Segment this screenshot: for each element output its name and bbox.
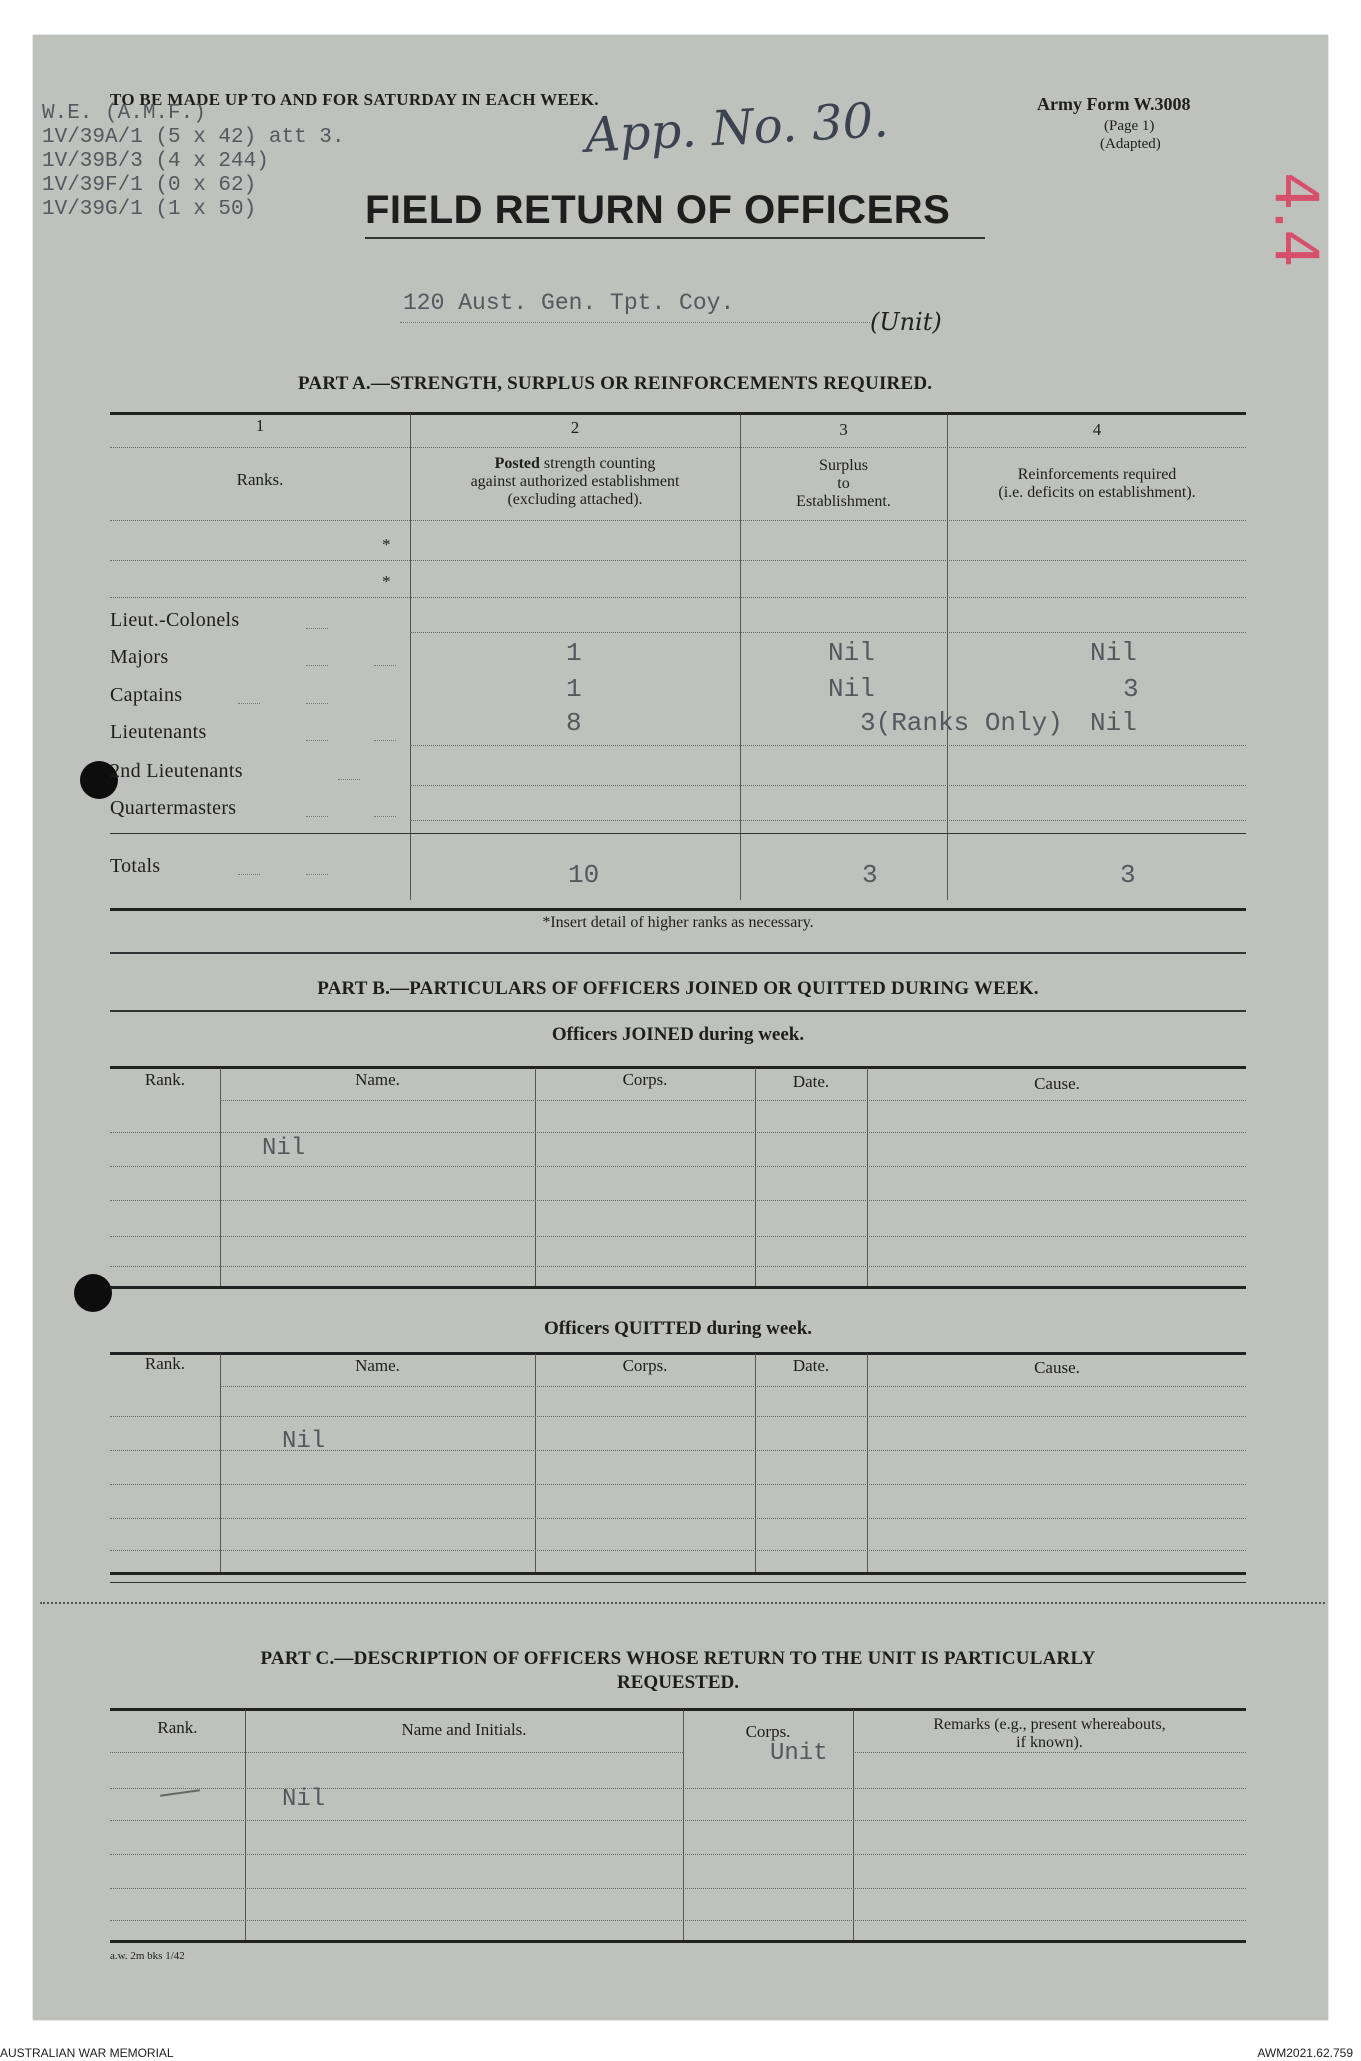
part-b-title: PART B.—PARTICULARS OF OFFICERS JOINED OR QUITTED DURING WEEK. <box>317 978 1039 999</box>
surplus-line-1: Surplus <box>819 457 868 474</box>
part-a-bottom-rule <box>110 908 1246 911</box>
asterisk-1: * <box>382 535 391 554</box>
part-c-col-corps: Corps. <box>745 1722 791 1741</box>
rank-leader <box>306 703 328 704</box>
posted-line-3: (excluding attached). <box>507 491 643 508</box>
col-number-4: 4 <box>1092 420 1102 439</box>
quitted-col-date: Date. <box>792 1356 830 1375</box>
posted-line-2: against authorized establishment <box>470 473 680 490</box>
rank-lieutenants: Lieutenants <box>110 721 207 743</box>
part-c-title-2: REQUESTED. <box>617 1672 739 1693</box>
establishment-refs <box>42 102 344 222</box>
form-title: FIELD RETURN OF OFFICERS <box>365 188 951 232</box>
col-divider <box>683 1710 684 1940</box>
row-rule <box>110 1788 1246 1789</box>
rank-leader <box>306 816 328 817</box>
row-rule <box>110 560 1246 561</box>
unit-value: 120 Aust. Gen. Tpt. Coy. <box>403 290 735 316</box>
margin-note-red: 4.4 <box>1260 172 1331 268</box>
surplus-line-2: to <box>837 475 850 492</box>
totals-leader <box>238 874 260 875</box>
totals-top-rule <box>110 833 1246 834</box>
rank-majors: Majors <box>110 646 169 668</box>
quitted-col-name: Name. <box>355 1356 400 1375</box>
posted-rest: strength counting <box>539 455 656 472</box>
joined-col-corps: Corps. <box>622 1070 668 1089</box>
row-rule <box>410 745 1246 746</box>
printer-mark: a.w. 2m bks 1/42 <box>110 1950 185 1962</box>
form-page: (Page 1) <box>1104 118 1155 134</box>
row-rule <box>110 1132 1246 1133</box>
quitted-entry: Nil <box>282 1428 326 1455</box>
captains-surplus: Nil <box>828 674 875 704</box>
quitted-title: Officers QUITTED during week. <box>543 1318 813 1339</box>
part-c-top-rule <box>110 1708 1246 1711</box>
col-header-ranks: Ranks. <box>236 470 284 489</box>
footer-left: AUSTRALIAN WAR MEMORIAL <box>0 2046 174 2060</box>
rank-leader <box>306 665 328 666</box>
remarks-line-2: if known). <box>1016 1734 1083 1751</box>
footnote-rule <box>110 952 1246 954</box>
row-rule <box>110 1236 1246 1237</box>
row-rule <box>853 1752 1246 1753</box>
col-header-reinforcements <box>947 466 1247 502</box>
row-rule <box>110 1450 1246 1451</box>
part-c-title-1: PART C.—DESCRIPTION OF OFFICERS WHOSE RETURN TO THE UNIT IS PARTICULARLY <box>260 1648 1096 1669</box>
reinf-line-1: Reinforcements required <box>1017 466 1177 483</box>
part-c-corps-entry: Unit <box>770 1740 828 1767</box>
joined-entry: Nil <box>262 1135 306 1162</box>
col-header-surplus <box>740 457 947 511</box>
establishment-ref: 1V/39A/1 (5 x 42) att 3. <box>42 126 345 149</box>
header-rule <box>110 520 1246 521</box>
joined-col-name: Name. <box>355 1070 400 1089</box>
establishment-ref: 1V/39B/3 (4 x 244) <box>42 150 269 173</box>
row-rule <box>110 1484 1246 1485</box>
rank-leader <box>306 628 328 629</box>
rank-leader <box>306 740 328 741</box>
captains-posted: 1 <box>566 674 582 704</box>
joined-col-rank: Rank. <box>144 1070 186 1089</box>
row-rule <box>110 1518 1246 1519</box>
part-a-title: PART A.—STRENGTH, SURPLUS OR REINFORCEMENTS REQUIRED. <box>298 373 933 394</box>
part-a-top-rule <box>110 412 1246 415</box>
quitted-col-cause: Cause. <box>1034 1358 1080 1377</box>
establishment-ref: 1V/39F/1 (0 x 62) <box>42 174 257 197</box>
joined-col-cause: Cause. <box>1034 1074 1080 1093</box>
form-number: Army Form W.3008 <box>1037 94 1191 114</box>
row-rule <box>410 632 1246 633</box>
majors-surplus: Nil <box>828 638 875 668</box>
lieutenants-posted: 8 <box>566 708 582 738</box>
row-rule <box>110 1266 1246 1267</box>
majors-reinf: Nil <box>1090 638 1137 668</box>
col-header-posted <box>410 455 740 509</box>
row-rule <box>110 1854 1246 1855</box>
reinf-line-2: (i.e. deficits on establishment). <box>998 484 1196 501</box>
part-c-name-entry: Nil <box>282 1786 326 1813</box>
col-divider <box>245 1710 246 1940</box>
row-rule <box>110 1820 1246 1821</box>
rank-leader <box>374 740 396 741</box>
rank-2nd-lieutenants: 2nd Lieutenants <box>110 760 243 782</box>
totals-surplus: 3 <box>862 860 878 890</box>
col-number-rule <box>110 447 1246 448</box>
instruction-text: TO BE MADE UP TO AND FOR SATURDAY IN EACH WEEK. <box>110 90 599 109</box>
row-rule <box>110 1416 1246 1417</box>
rank-quartermasters: Quartermasters <box>110 797 237 819</box>
row-rule <box>110 597 1246 598</box>
footer-right: AWM2021.62.759 <box>1257 2046 1353 2060</box>
surplus-line-3: Establishment. <box>796 493 891 510</box>
joined-col-date: Date. <box>792 1072 830 1091</box>
lieutenants-surplus: 3(Ranks Only) <box>860 708 1063 738</box>
row-rule <box>110 1166 1246 1167</box>
quitted-col-rank: Rank. <box>144 1354 186 1373</box>
unit-line <box>400 322 870 323</box>
totals-posted: 10 <box>568 860 600 890</box>
rank-leader <box>374 665 396 666</box>
row-rule <box>220 1386 1246 1387</box>
asterisk-2: * <box>382 572 391 591</box>
quitted-col-corps: Corps. <box>622 1356 668 1375</box>
majors-posted: 1 <box>566 638 582 668</box>
joined-bottom-rule <box>110 1286 1246 1289</box>
rank-leader <box>338 779 360 780</box>
rank-leader <box>238 703 260 704</box>
joined-title: Officers JOINED during week. <box>551 1024 805 1045</box>
part-c-col-name: Name and Initials. <box>401 1720 527 1739</box>
row-rule <box>110 1752 683 1753</box>
totals-label: Totals <box>110 855 161 877</box>
rank-lieut-colonels: Lieut.-Colonels <box>110 609 240 631</box>
quitted-top-rule <box>110 1352 1246 1355</box>
form-adapted: (Adapted) <box>1100 136 1161 152</box>
lieutenants-reinf: Nil <box>1090 708 1137 738</box>
totals-leader <box>306 874 328 875</box>
row-rule <box>110 1550 1246 1551</box>
row-rule <box>410 820 1246 821</box>
row-rule <box>110 1920 1246 1921</box>
row-rule <box>220 1100 1246 1101</box>
part-b-rule <box>110 1010 1246 1012</box>
remarks-line-1: Remarks (e.g., present whereabouts, <box>933 1716 1166 1733</box>
rank-captains: Captains <box>110 684 183 706</box>
establishment-ref: W.E. (A.M.F.) <box>42 102 206 125</box>
part-a-footnote: *Insert detail of higher ranks as necessary. <box>542 914 814 931</box>
col-number-3: 3 <box>839 420 848 439</box>
rank-leader <box>374 816 396 817</box>
establishment-ref: 1V/39G/1 (1 x 50) <box>42 198 257 221</box>
unit-label: (Unit) <box>870 308 942 336</box>
punch-hole-bottom <box>74 1274 112 1312</box>
totals-reinf: 3 <box>1120 860 1136 890</box>
captains-reinf: 3 <box>1123 674 1139 704</box>
col-number-2: 2 <box>570 418 580 437</box>
row-rule <box>110 1200 1246 1201</box>
part-c-bottom-rule <box>110 1940 1246 1943</box>
quitted-second-rule <box>110 1582 1246 1583</box>
part-c-col-remarks <box>853 1716 1246 1752</box>
handwritten-appendix-ref: App. No. 30. <box>583 92 890 164</box>
joined-top-rule <box>110 1066 1246 1069</box>
row-rule <box>110 1888 1246 1889</box>
quitted-bottom-rule <box>110 1572 1246 1575</box>
title-underline <box>365 237 985 239</box>
perforation-line <box>40 1602 1325 1604</box>
posted-bold: Posted <box>494 455 540 472</box>
row-rule <box>410 785 1246 786</box>
part-c-col-rank: Rank. <box>157 1718 198 1737</box>
col-number-1: 1 <box>255 416 265 435</box>
